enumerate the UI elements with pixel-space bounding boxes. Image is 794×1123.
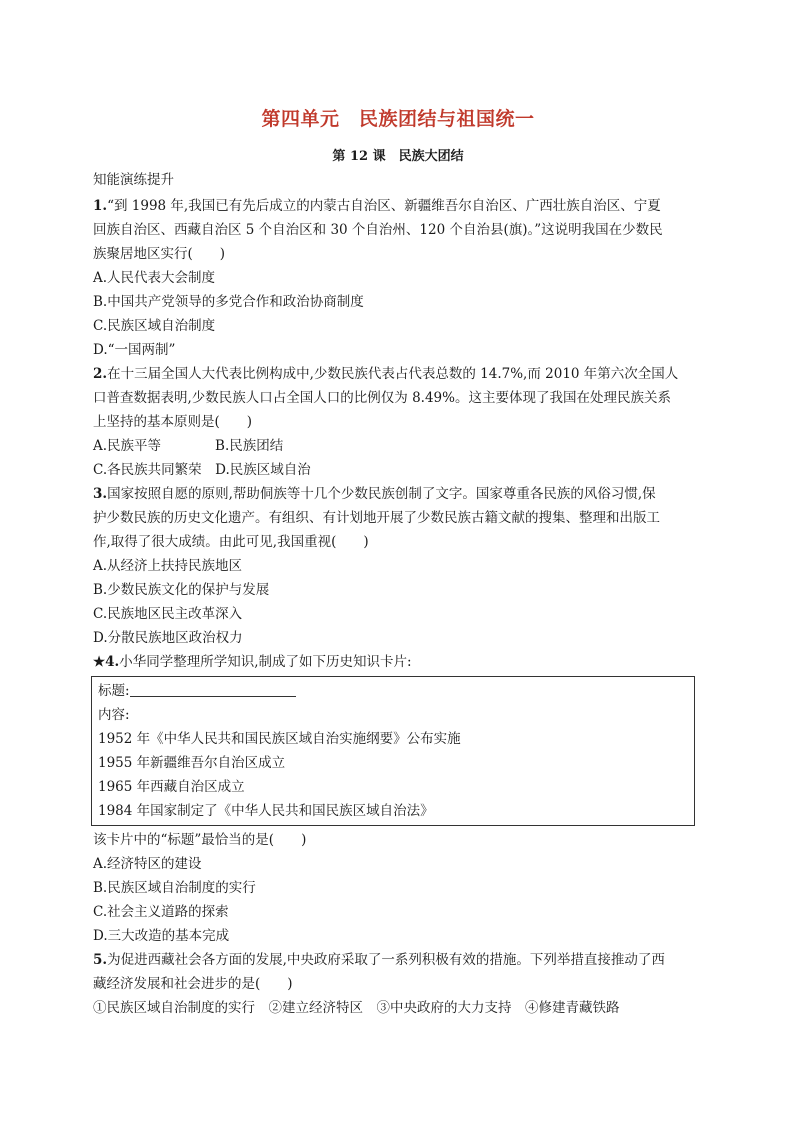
card-item: 1952 年《中华人民共和国民族区域自治实施纲要》公布实施: [98, 731, 461, 747]
option-a[interactable]: A.人民代表大会制度: [93, 270, 216, 286]
option-d[interactable]: D.“一国两制”: [93, 342, 176, 358]
card-item: 1955 年新疆维吾尔自治区成立: [98, 755, 286, 771]
question-stem-line: ★4.小华同学整理所学知识,制成了如下历史知识卡片:: [93, 654, 412, 670]
star-icon: ★: [93, 654, 106, 670]
question-3: [93, 482, 703, 650]
worksheet-page: [93, 104, 703, 1020]
option-c[interactable]: C.民族地区民主改革深入: [93, 606, 243, 622]
knowledge-card: [91, 676, 695, 826]
question-stem-line: 3.国家按照自愿的原则,帮助侗族等十几个少数民族创制了文字。国家尊重各民族的风俗习惯,保: [93, 486, 656, 502]
option-a[interactable]: A.从经济上扶持民族地区: [93, 558, 243, 574]
unit-title: 第四单元 民族团结与祖国统一: [261, 108, 535, 130]
question-stem-line: 回族自治区、西藏自治区 5 个自治区和 30 个自治州、120 个自治县(旗)。”这说明我国在少数民: [93, 222, 663, 238]
question-number: 2.: [93, 366, 108, 382]
question-prompt: 该卡片中的“标题”最恰当的是( ): [93, 832, 307, 848]
question-stem-line: 1.“到 1998 年,我国已有先后成立的内蒙古自治区、新疆维吾尔自治区、广西壮族自治区、宁夏: [93, 198, 661, 214]
question-stem-line: 作,取得了很大成绩。由此可见,我国重视( ): [93, 534, 369, 550]
question-4: [93, 650, 703, 948]
question-5: [93, 948, 703, 1020]
option-c[interactable]: C.社会主义道路的探索: [93, 904, 229, 920]
question-number: 3.: [93, 486, 108, 502]
numbered-choices: ①民族区域自治制度的实行 ②建立经济特区 ③中央政府的大力支持 ④修建青藏铁路: [93, 1000, 620, 1016]
section-label: 知能演练提升: [93, 172, 174, 188]
option-c[interactable]: C.民族区域自治制度: [93, 318, 216, 334]
question-2: [93, 362, 703, 482]
option-b[interactable]: B.民族区域自治制度的实行: [93, 880, 256, 896]
question-stem-line: 族聚居地区实行( ): [93, 246, 226, 262]
title-blank[interactable]: [130, 681, 296, 697]
question-stem-line: 藏经济发展和社会进步的是( ): [93, 976, 293, 992]
option-row-ab[interactable]: A.民族平等 B.民族团结: [93, 438, 284, 454]
question-1: [93, 194, 703, 362]
question-stem-line: 口普查数据表明,少数民族人口占全国人口的比例仅为 8.49%。这主要体现了我国在处理民族关系: [93, 390, 671, 406]
option-d[interactable]: D.三大改造的基本完成: [93, 928, 230, 944]
lesson-title: 第 12 课 民族大团结: [332, 149, 464, 164]
question-number: 4.: [105, 654, 120, 670]
card-item: 1984 年国家制定了《中华人民共和国民族区域自治法》: [98, 803, 434, 819]
question-stem-line: 护少数民族的历史文化遗产。有组织、有计划地开展了少数民族古籍文献的搜集、整理和出版工: [93, 510, 660, 526]
question-number: 1.: [93, 198, 108, 214]
question-stem-line: 上坚持的基本原则是( ): [93, 414, 253, 430]
option-row-cd[interactable]: C.各民族共同繁荣 D.民族区域自治: [93, 462, 311, 478]
question-stem-line: 5.为促进西藏社会各方面的发展,中央政府采取了一系列积极有效的措施。下列举措直接推动了西: [93, 952, 665, 968]
option-a[interactable]: A.经济特区的建设: [93, 856, 202, 872]
option-b[interactable]: B.少数民族文化的保护与发展: [93, 582, 270, 598]
option-b[interactable]: B.中国共产党领导的多党合作和政治协商制度: [93, 294, 364, 310]
question-number: 5.: [93, 952, 108, 968]
option-d[interactable]: D.分散民族地区政治权力: [93, 630, 243, 646]
card-item: 1965 年西藏自治区成立: [98, 779, 245, 795]
card-title-row: [98, 679, 688, 703]
card-title-label: 标题:: [98, 683, 130, 699]
card-content-label: 内容:: [98, 707, 130, 723]
question-stem-line: 2.在十三届全国人大代表比例构成中,少数民族代表占代表总数的 14.7%,而 2010 年第六次全国人: [93, 366, 679, 382]
